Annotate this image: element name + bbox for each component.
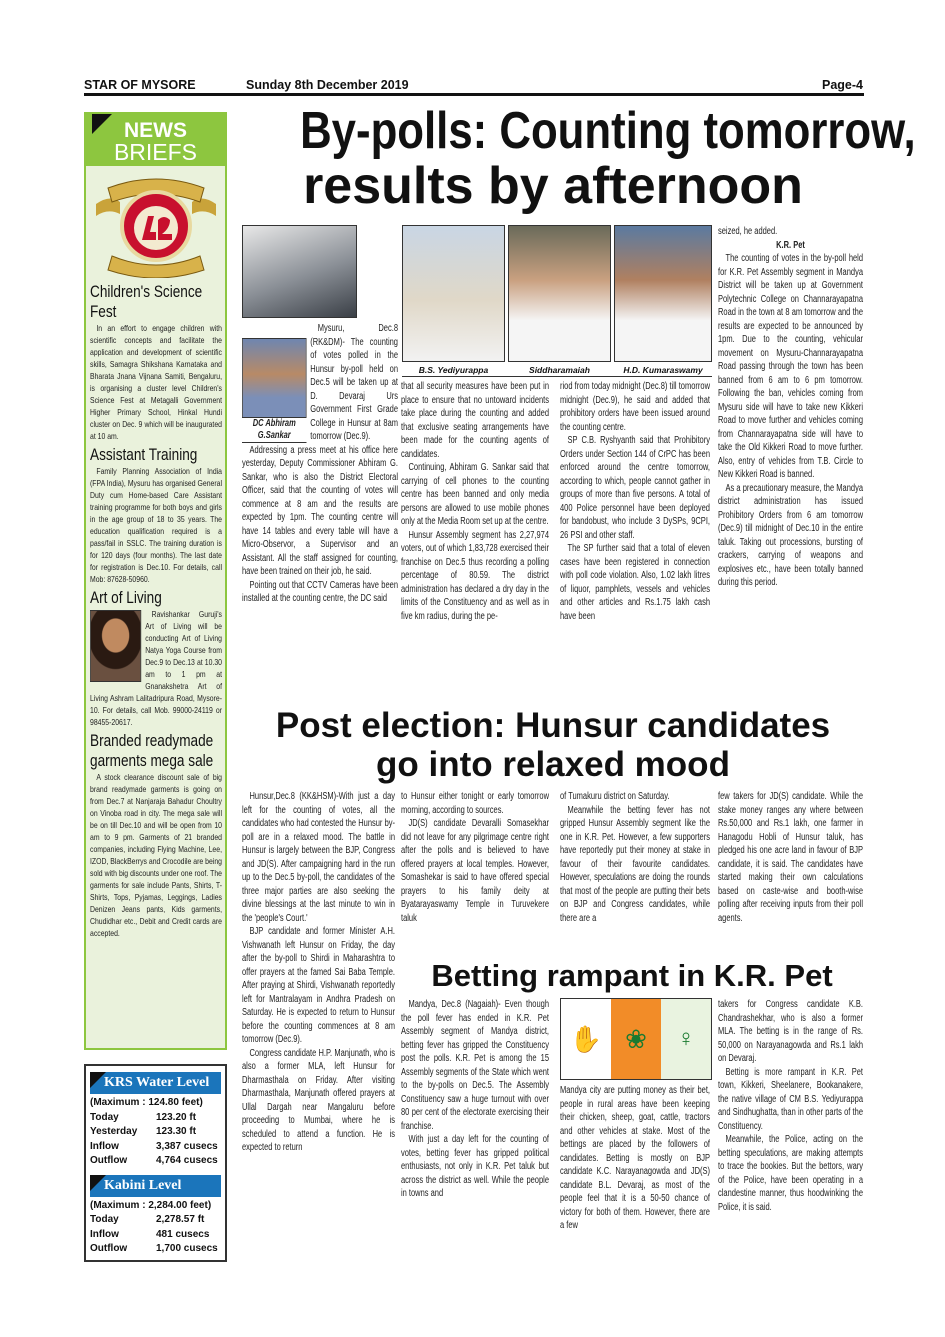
article1-column-2 <box>401 380 549 623</box>
brief-garments-sale <box>90 731 222 939</box>
label: Yesterday <box>90 1126 138 1137</box>
bjp-lotus-icon: ❀ <box>611 999 661 1079</box>
banner-title-bottom: BRIEFS <box>113 139 198 165</box>
brief-assistant-training <box>90 445 222 585</box>
brief-title: Assistant Training <box>90 445 198 464</box>
brief-body: Family Planning Association of India (FPA India), Mysuru has organised General Duty cum Home-based Care Assistant training programme for both boys and girls in the age group of 18 to 35 years. The education qualification required is a pass/fail in SSLC. The training duration is for 120 days (four months). The last date for registration is Dec.10. For details, call Mob: 87628-50960. <box>90 466 222 584</box>
kabini-row <box>86 1242 225 1257</box>
anniversary-logo <box>90 174 222 278</box>
label: Today <box>90 1214 119 1225</box>
paragraph: With just a day left for the counting of votes, betting fever has gripped political enthusiasts, not only in K.R. Pet taluk but across the district as well. While the people in towns and <box>401 1134 549 1199</box>
corner-triangle-icon <box>90 1072 106 1088</box>
brief-art-of-living <box>90 588 222 728</box>
brief-title: Children's Science Fest <box>90 282 203 321</box>
water-level-box <box>84 1064 227 1262</box>
headline-line: Betting rampant in K.R. Pet <box>431 958 833 993</box>
newspaper-name: STAR OF MYSORE <box>84 78 196 92</box>
guruji-photo <box>90 610 141 682</box>
paragraph: Continuing, Abhiram G. Sankar said that carrying of cell phones to the counting centre has been banned and only media persons are allowed to use mobile phones only at the Media Room set up at the centre. <box>401 462 549 527</box>
paragraph: that all security measures have been put in place to ensure that no untoward incidents take place during the counting and added that exclusive seating arrangements have been made for the counting agents of candidates. <box>401 381 549 460</box>
paragraph: Addressing a press meet at his office here yesterday, Deputy Commissioner Abhiram G. Sankar, who is also the District Electoral Officer, said that the counting of votes will commence at 8 am and the results are expected by 1pm. The counting centre will have 14 tables and every table will have a Micro-Observor, a Supervisor and an Assistant. All the staff assigned for counting, have been trained on their job, he said. <box>242 444 398 577</box>
article3-column-1 <box>401 998 549 1201</box>
kabini-header <box>90 1175 221 1197</box>
paragraph: The SP further said that a total of eleven cases have been registered in connection with poll code violation. Also, 1.02 lakh litres of liquor, pamphlets, vessels and vehicles and other articles and Rs.1.75 lakh cash have been <box>560 543 710 622</box>
headline-line: results by afternoon <box>303 157 803 215</box>
brief-body: In an effort to engage children with scientific concepts and facilitate the application and development of scientific skills, Samagra Shikshana Karnataka and Bharata Jnana Vijnana Samiti, Bengaluru, is organising a cluster level Children's Science Fest at Metagalli Government Higher Primary School, Hinkal Hundi cluster on Dec. 9 which will be inaugurated at 10 am. <box>90 323 222 441</box>
label: Outflow <box>90 1155 128 1166</box>
value: 4,764 cusecs <box>156 1155 218 1166</box>
krs-max-text: (Maximum : 124.80 feet) <box>90 1097 203 1108</box>
news-briefs-sidebar <box>84 112 227 1050</box>
headline-line-wrap <box>242 745 864 784</box>
kabini-title: Kabini Level <box>104 1177 182 1193</box>
paragraph: The counting of votes in the by-poll held for K.R. Pet Assembly segment in Mandya District will be taken up at Government Polytechnic College on Channarayapatna Road in the town at 8 am tomorrow and the results are expected to be announced by 1pm. Due to the counting, vehicular movement on Mysuru-Channarayapatna Road passing through the town has been banned from 6 am to 6 pm tomorrow. Following the ban, vehicles coming from Mysuru side will have to take new Kikkeri Road to move further and vehicles coming from Channarayapatna side will have to take the Old Kikkeri Road to move further. Also, entry of vehicles from T.B. Circle to New Kikkeri Road is banned. <box>718 253 863 480</box>
banner-title-top: NEWS <box>124 119 187 142</box>
article1-column-4 <box>718 225 863 590</box>
label: Inflow <box>90 1228 119 1240</box>
paragraph: Meanwhile, the Police, acting on the betting speculations, are making attempts to trace the bookies. But the bettors, wary of the Police, have been operating in a clandestine manner, thus hoodwinking the Police, it is said. <box>718 1134 863 1213</box>
paragraph: Congress candidate H.P. Manjunath, who is also a former MLA, left Hunsur for Dharmasthala on Friday. After visiting Dharmasthala, Manjunath offered prayers at Ullal Dargah near Mangaluru before proceeding to Mumbai, where he is scheduled to attend a function. He is expected to return <box>242 1047 395 1153</box>
brief-body: A stock clearance discount sale of big brand readymade garments is going on from Dec.7 at Nanjaraja Bahadur Choultry on Vinoba road in city. The mega sale will be on till Dec.10 and will be open from 10 am to 9 pm. Garments of 21 branded companies, including Flying Machine, Lee, IZOD, BlackBerrys and Crocodile are being sold with big discounts under one roof. The garments for sale include Pants, Shirts, T-Shirts, Tops, Pyjamas, Leggings, Ladies Denizen Jeans pants, Kids garments, Chudidhar etc., Debit and Credit cards are accepted. <box>90 772 222 938</box>
article1-column-3 <box>560 380 710 623</box>
page-number: Page-4 <box>822 78 863 92</box>
party-symbols-image <box>560 998 712 1080</box>
krs-max <box>86 1096 225 1111</box>
corner-triangle-icon <box>90 1175 106 1191</box>
brief-title: Art of Living <box>90 588 162 607</box>
dc-photo-block <box>242 338 307 443</box>
paragraph: Hunsur Assembly segment has 2,27,974 voters, out of which 1,83,728 exercised their franchise on Dec.5 thus recording a polling percentage of 80.59. The district administration has declared a dry day in the limits of the Constituency and as well as in five km radius, during the pe- <box>401 529 549 622</box>
yediyurappa-photo <box>402 225 505 362</box>
brief-title: Branded readymade garments mega sale <box>90 731 214 770</box>
value: 2,278.57 ft <box>156 1214 205 1225</box>
krs-row <box>86 1125 225 1140</box>
label: Today <box>90 1111 119 1123</box>
headline-line-wrap <box>242 706 864 745</box>
headline-line: By-polls: Counting tomorrow, <box>300 102 916 160</box>
kabini-row <box>86 1213 225 1228</box>
krs-title: KRS Water Level <box>104 1075 210 1090</box>
paragraph: to Hunsur either tonight or early tomorrow morning, according to sources. <box>401 791 549 816</box>
paragraph: few takers for JD(S) candidate. While the stake money ranges any where between Rs.50,000 and Rs.1 lakh, one farmer in Hanagodu Hobli of Hunsur taluk, has pledged his one acre land in favour of BJP candidate, it is said. The candidates have started making their own calculations based on caste-wise and booth-wise polling after receiving inputs from their poll agents. <box>718 791 863 924</box>
paragraph: Mandya, Dec.8 (Nagaiah)- Even though the poll fever has ended in K.R. Pet Assembly segment of Mandya district, betting fever has gripped the Constituency post the polls. K.R. Pet is among the 15 Assembly segments of the State which went to the by-polls on Dec.5. The Assembly Constituency saw a huge turnout with over 80 per cent of the electorate exercising their franchise. <box>401 999 549 1132</box>
paragraph: As a precautionary measure, the Mandya district administration has issued Prohibitory Orders from 6 am tomorrow (Dec.9) till midnight of Dec.10 in the entire taluk. Taking out processions, bursting of crackers, carrying of weapons and explosives etc., have been totally banned during this period. <box>718 482 863 588</box>
paragraph: of Tumakuru district on Saturday. <box>560 791 670 802</box>
issue-date: Sunday 8th December 2019 <box>246 78 409 92</box>
jds-symbol-icon: ♀ <box>661 999 711 1079</box>
paragraph: Mandya city are putting money as their bet, people in rural areas have been keeping their chicken, sheep, goat, cattle, tractors and other vehicles at stake. Most of the bettings are placed by the followers of candidates. Betting is mostly on BJP candidate K.C. Narayanagowda and JD(S) candidate B.L. Devaraj, as most of the people feel that it is a 50-50 chance of victory for both of them. However, there are a few <box>560 1085 710 1231</box>
caption-rule <box>402 376 712 377</box>
news-briefs-banner <box>86 114 225 166</box>
article2-column-2 <box>401 790 549 925</box>
subheading: K.R. Pet <box>776 239 805 251</box>
article2-column-4 <box>718 790 863 925</box>
headline-line: go into relaxed mood <box>376 745 730 784</box>
headline-line-wrap <box>242 102 916 160</box>
paragraph: SP C.B. Ryshyanth said that Prohibitory Orders under Section 144 of CrPC has been enforced around the centre tomorrow, according to which, people cannot gather in groups of more than five persons. A total of 400 Police personnel have been deployed for bandobust, who include 3 DySPs, 9CPI, 26 PSI and other staff. <box>560 435 710 541</box>
paragraph: BJP candidate and former Minister A.H. Vishwanath left Hunsur on Friday, the day after the by-poll to Shirdi in Maharashtra to offer prayers at the famed Sai Baba Temple. After praying at Shirdi, Vishwanath reportedly left for Mantralayam in Andhra Pradesh on Saturday. He is expected to return to Hunsur before the counting commences at 8 am tomorrow (Dec.9). <box>242 926 395 1045</box>
headline-line: Post election: Hunsur candidates <box>275 706 831 745</box>
kumaraswamy-photo <box>614 225 712 362</box>
article2-column-1 <box>242 790 395 1155</box>
krs-header <box>90 1072 221 1094</box>
value: 123.20 ft <box>156 1111 197 1123</box>
photo-caption: Siddharamaiah <box>529 365 590 375</box>
value: 481 cusecs <box>156 1228 210 1240</box>
corner-triangle-icon <box>92 112 114 134</box>
paragraph: Pointing out that CCTV Cameras have been installed at the counting centre, the DC said <box>242 579 398 604</box>
paragraph: riod from today midnight (Dec.8) till tomorrow midnight (Dec.9), he said and added that prohibitory orders have been issued around the counting centre. <box>560 381 710 433</box>
evm-photo <box>242 225 357 318</box>
article3-column-3 <box>718 998 863 1214</box>
kabini-row <box>86 1228 225 1243</box>
article1-headline <box>242 102 916 215</box>
value: 1,700 cusecs <box>156 1243 218 1254</box>
label: Inflow <box>90 1140 119 1152</box>
label: Outflow <box>90 1243 128 1254</box>
congress-hand-icon: ✋ <box>561 999 611 1079</box>
article3-headline <box>400 958 864 994</box>
paragraph: JD(S) candidate Devaralli Somasekhar did not leave for any pilgrimage centre right after the polls and is believed to have offered prayers at local temples. However, Somashekar is said to have offered special prayers to his family deity at Byatarayaswamy Temple in Turuvekere taluk <box>401 818 549 924</box>
siddaramaiah-photo <box>508 225 611 362</box>
value: 123.30 ft <box>156 1126 197 1137</box>
briefs-list <box>90 282 222 942</box>
header-rule <box>84 93 864 96</box>
paragraph: takers for Congress candidate K.B. Chandrashekhar, who is also a former MLA. The betting is in the range of Rs. 50,000 on Narayanagowda and Rs.1 lakh on Devaraj. <box>718 999 863 1064</box>
article3-column-2 <box>560 1084 710 1233</box>
dc-photo <box>242 338 307 418</box>
article2-column-3 <box>560 790 710 925</box>
headline-line-wrap <box>242 159 864 214</box>
paragraph: Mysuru, Dec.8 (RK&DM)- The counting of votes polled in the Hunsur by-poll held on Dec.5 will be taken up at D. Devaraj Urs Government First Grade College in Hunsur at 8am tomorrow (Dec.9). <box>310 323 398 442</box>
krs-row <box>86 1154 225 1169</box>
photo-caption: H.D. Kumaraswamy <box>623 365 703 375</box>
paragraph: Meanwhile the betting fever has not gripped Hunsur Assembly segment like the one in K.R. Pet. However, a few supporters have reportedly put their money at stake in favour of their favourite candidates. However, speculations are doing the rounds that most of the people are putting their bets on BJP and Congress candidates, while there are a <box>560 804 710 924</box>
kabini-max-text: (Maximum : 2,284.00 feet) <box>90 1199 212 1211</box>
paragraph: Hunsur,Dec.8 (KK&HSM)-With just a day left for the counting of votes, all the candidates who had contested the Hunsur by-poll are in a relaxed mood. The battle in Hunsur is largely between the BJP, Congress and JD(S). After campaigning hard in the run up to the Dec.5 by-poll, the candidates of the three major parties are also seeking the divine blessings at the last minute to win in the 'people's Court.' <box>242 791 395 924</box>
brief-childrens-science-fest <box>90 282 222 442</box>
photo-caption: B.S. Yediyurappa <box>418 365 489 375</box>
paragraph: Betting is more rampant in K.R. Pet town, Kikkeri, Sheelanere, Bookanakere, the native village of CM B.S. Yediyurappa and Sindhughatta, than in other parts of the Constituency. <box>718 1066 863 1132</box>
kabini-max <box>86 1199 225 1214</box>
headline-line-wrap <box>400 958 864 994</box>
dc-caption: DC Abhiram G.Sankar <box>242 418 307 443</box>
brief-body: Ravishankar Guruji's Art of Living will be conducting Art of Living Natya Yoga Course from Dec.9 to Dec.13 at 10.30 am to 1 pm at Gnanakshetra Art of Living Ashram Lalitadripura Road, Mysore-10. For details, call Mob. 99000-24119 or 98455-20617. <box>90 609 222 727</box>
article1-column-1 <box>242 322 398 606</box>
value: 3,387 cusecs <box>156 1140 218 1152</box>
krs-row <box>86 1111 225 1126</box>
article2-headline <box>242 706 864 784</box>
paragraph: seized, he added. <box>718 226 778 237</box>
krs-row <box>86 1140 225 1155</box>
